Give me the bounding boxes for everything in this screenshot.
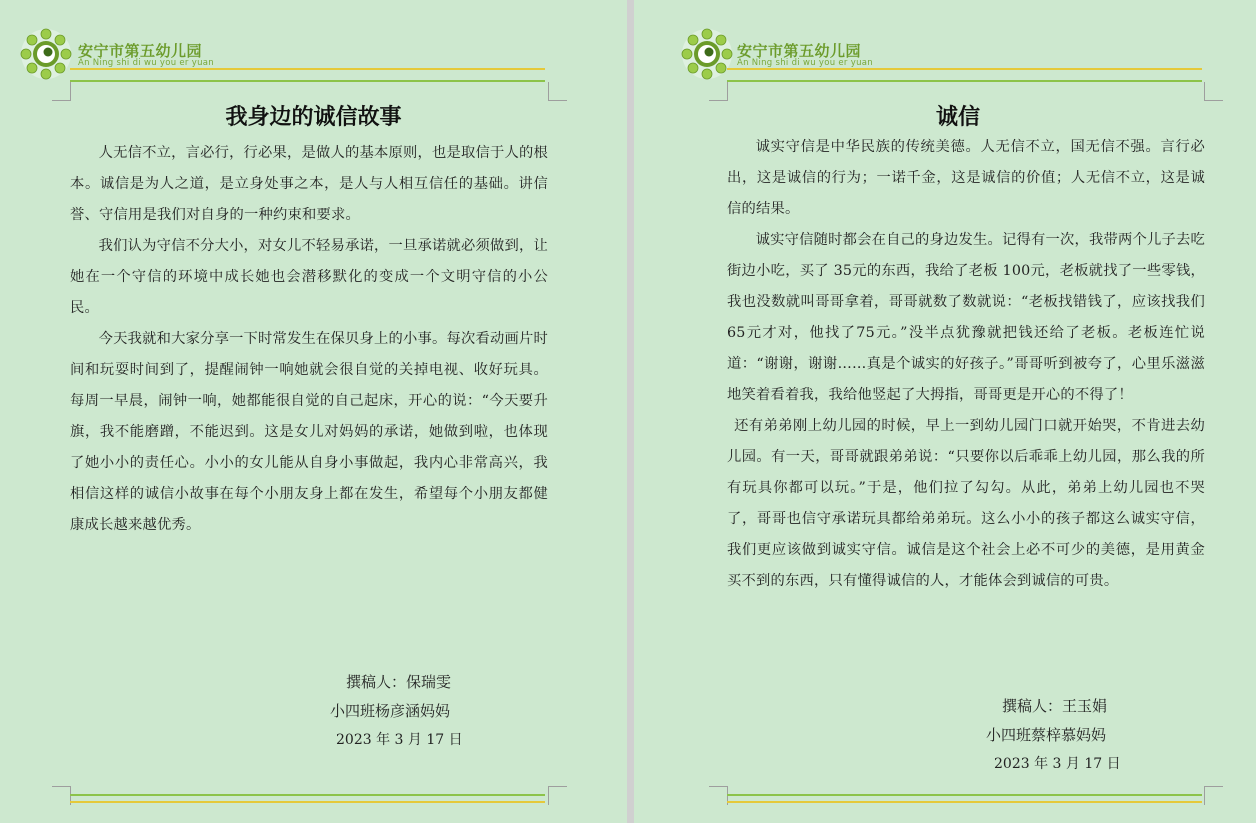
article-body	[727, 132, 1205, 597]
article-title: 诚信	[935, 104, 980, 130]
paragraph: 还有弟弟刚上幼儿园的时候，早上一到幼儿园门口就开始哭，不肯进去幼儿园。有一天，哥哥就跟弟弟说：“只要你以后乖乖上幼儿园，那么我的所有玩具你都可以玩。”于是，他们拉了勾勾。从此，弟弟上幼儿园也不哭了，哥哥也信守承诺玩具都给弟弟玩。这么小小的孩子都这么诚实守信，我们更应该做到诚实守信。诚信是这个社会上必不可少的美德，是用黄金买不到的东西，只有懂得诚信的人，才能体会到诚信的可贵。	[727, 418, 1205, 589]
date-line: 2023 年 3 月 17 日	[994, 756, 1121, 772]
paragraph: 诚实守信是中华民族的传统美德。人无信不立，国无信不强。言行必出，这是诚信的行为；一诺千金，这是诚信的价值；人无信不立，这是诚信的结果。	[727, 139, 1205, 217]
brand-name-cn: 安宁市第五幼儿园	[78, 42, 203, 60]
corner-mark	[1204, 82, 1223, 101]
class-line: 小四班蔡梓慕妈妈	[986, 726, 1107, 744]
corner-mark	[548, 786, 567, 805]
paragraph: 人无信不立，言必行，行必果，是做人的基本原则，也是取信于人的根本。诚信是为人之道，是立身处事之本，是人与人相互信任的基础。讲信誉、守信用是我们对自身的一种约束和要求。	[70, 145, 548, 223]
brand-name-cn: 安宁市第五幼儿园	[737, 42, 862, 60]
signature-block	[986, 692, 1121, 779]
corner-mark	[709, 82, 728, 101]
date-line: 2023 年 3 月 17 日	[336, 732, 463, 748]
corner-mark	[709, 786, 728, 805]
corner-mark	[52, 82, 71, 101]
signature-block	[330, 668, 463, 755]
corner-mark	[1204, 786, 1223, 805]
brand-name-en: An Ning shi di wu you er yuan	[78, 58, 214, 68]
footer-rule-green	[727, 794, 1202, 796]
article-title: 我身边的诚信故事	[225, 104, 402, 130]
document-page-right	[634, 0, 1256, 823]
corner-mark	[52, 786, 71, 805]
footer-rule-yellow	[727, 801, 1202, 803]
corner-mark	[548, 82, 567, 101]
header-rule-yellow	[727, 68, 1202, 70]
document-page-left	[0, 0, 627, 823]
author-line: 撰稿人：王玉娟	[1002, 697, 1108, 715]
brand-name-en: An Ning shi di wu you er yuan	[737, 58, 873, 68]
paragraph: 诚实守信随时都会在自己的身边发生。记得有一次，我带两个儿子去吃街边小吃，买了 35元的东西，我给了老板 100元，老板就找了一些零钱，我也没数就叫哥哥拿着，哥哥就数了数就说：“老板找错钱了，应该找我们65元才对，他找了75元。”没半点犹豫就把钱还给了老板。老板连忙说道：“谢谢，谢谢……真是个诚实的好孩子。”哥哥听到被夸了，心里乐滋滋地笑着看着我，我给他竖起了大拇指，哥哥更是开心的不得了！	[727, 232, 1205, 403]
kindergarten-logo-icon	[20, 28, 72, 80]
header-rule-green	[727, 80, 1202, 82]
author-line: 撰稿人：保瑞雯	[346, 673, 452, 691]
class-line: 小四班杨彦涵妈妈	[330, 702, 451, 720]
kindergarten-logo-icon	[681, 28, 733, 80]
footer-rule-yellow	[70, 801, 545, 803]
footer-rule-green	[70, 794, 545, 796]
paragraph: 今天我就和大家分享一下时常发生在保贝身上的小事。每次看动画片时间和玩耍时间到了，提醒闹钟一响她就会很自觉的关掉电视、收好玩具。每周一早晨，闹钟一响，她都能很自觉的自己起床，开心的说：“今天要升旗，我不能磨蹭，不能迟到。这是女儿对妈妈的承诺，她做到啦，也体现了她小小的责任心。小小的女儿能从自身小事做起，我内心非常高兴，我相信这样的诚信小故事在每个小朋友身上都在发生，希望每个小朋友都健康成长越来越优秀。	[70, 331, 548, 533]
header-rule-yellow	[70, 68, 545, 70]
paragraph: 我们认为守信不分大小，对女儿不轻易承诺，一旦承诺就必须做到，让她在一个守信的环境中成长她也会潜移默化的变成一个文明守信的小公民。	[70, 238, 548, 316]
article-body	[70, 138, 548, 541]
header-rule-green	[70, 80, 545, 82]
